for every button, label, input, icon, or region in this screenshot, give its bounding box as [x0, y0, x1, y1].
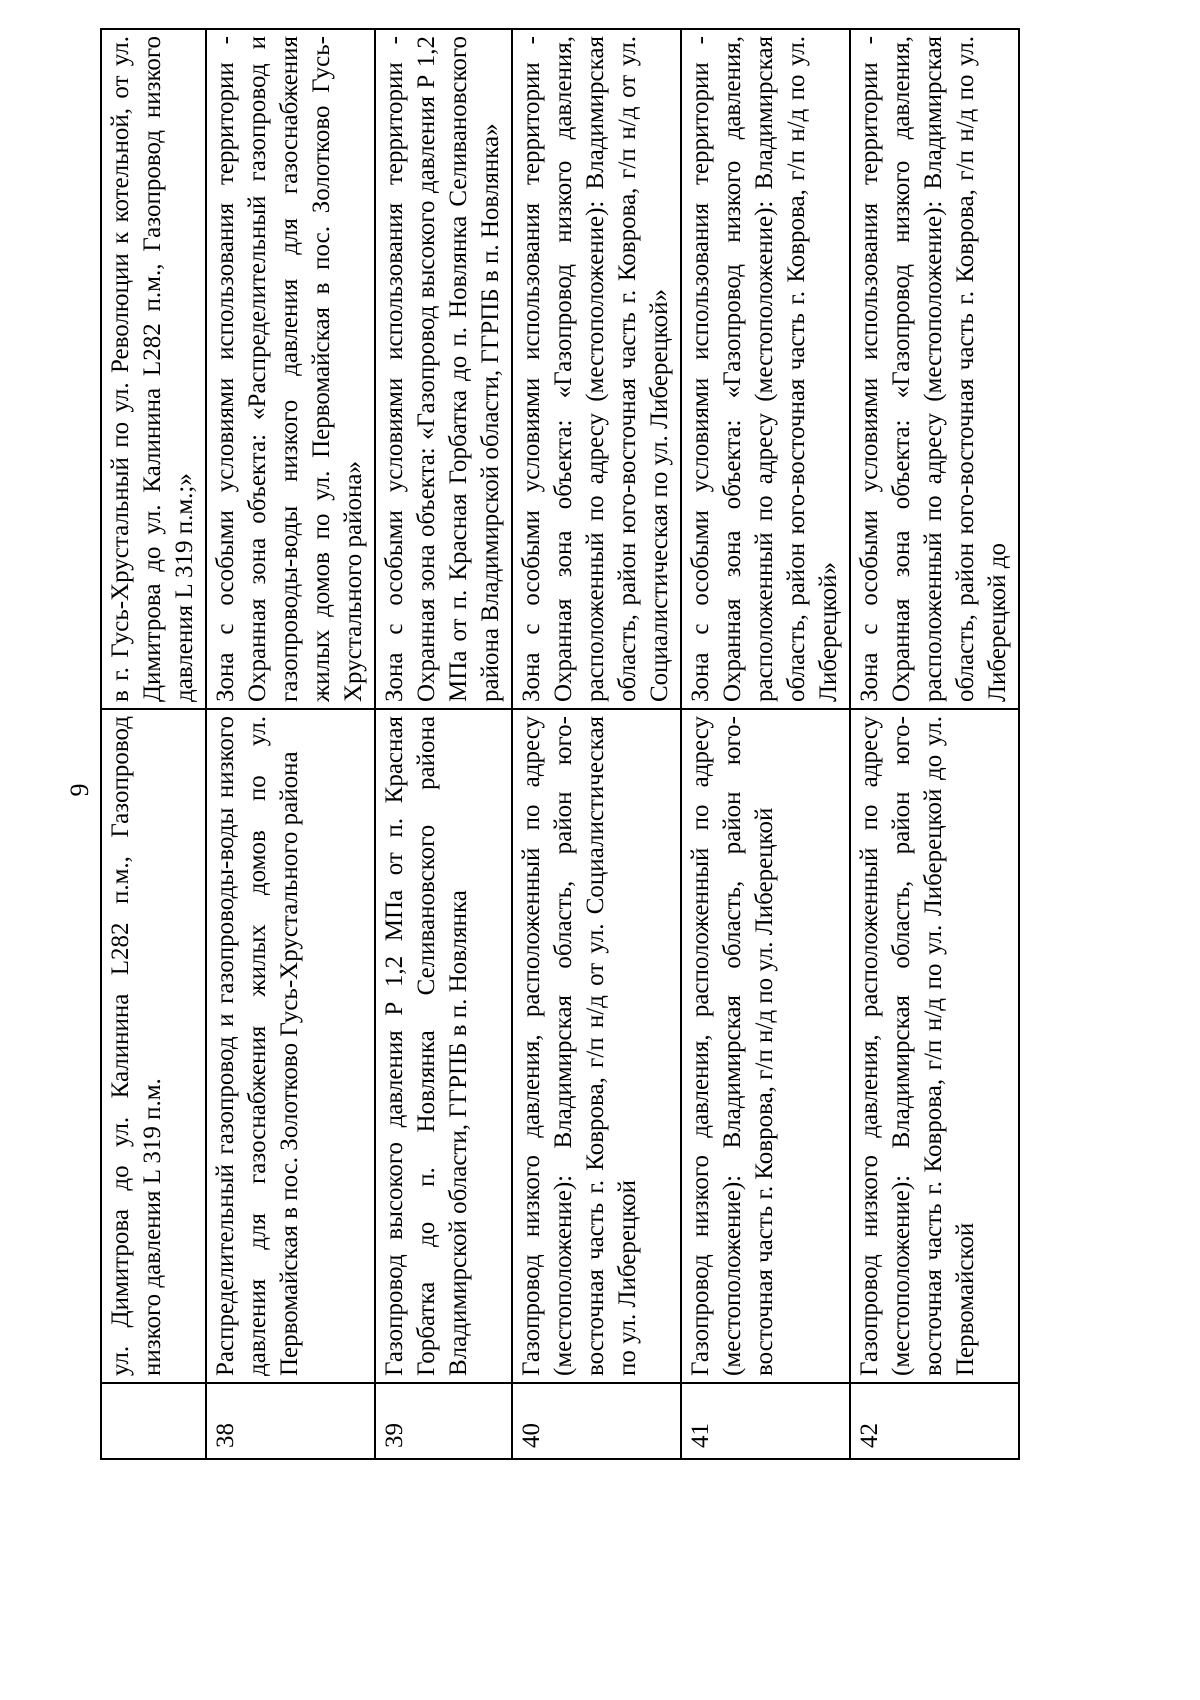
page-number: 9	[65, 783, 94, 797]
table-row	[512, 29, 681, 1459]
row-number: 42	[850, 1383, 1019, 1459]
object-description: Газопровод высокого давления Р 1,2 МПа от п. Красная Горбатка до п. Новлянка Селивановского района Владимирской области, ГГРПБ в п. Новлянка	[375, 709, 512, 1383]
object-description: Распределительный газопровод и газопроводы-воды низкого давления для газоснабжения жилых домов по ул. Первомайская в пос. Золотково Гусь-Хрустального района	[206, 709, 375, 1383]
table-row	[850, 29, 1019, 1459]
row-number: 39	[375, 1383, 512, 1459]
row-number: 41	[681, 1383, 850, 1459]
object-description: Газопровод низкого давления, расположенный по адресу (местоположение): Владимирская область, район юго-восточная часть г. Коврова, г/п н/д от ул. Социалистическая по ул. Либерецкой	[512, 709, 681, 1383]
object-description: Газопровод низкого давления, расположенный по адресу (местоположение): Владимирская область, район юго-восточная часть г. Коврова, г/п н/д по ул. Либерецкой	[681, 709, 850, 1383]
zone-description: Зона с особыми условиями использования территории - Охранная зона объекта: «Газопровод низкого давления, расположенный по адресу (местоположение): Владимирская область, район юго-восточная часть г. Коврова, г/п н/д по ул. Либерецкой до	[850, 29, 1019, 709]
zone-description: Зона с особыми условиями использования территории - Охранная зона объекта: «Газопровод высокого давления Р 1,2 МПа от п. Красная Горбатка до п. Новлянка Селивановского района Владимирской области, ГГРПБ в п. Новлянка»	[375, 29, 512, 709]
row-number: 38	[206, 1383, 375, 1459]
zone-description: Зона с особыми условиями использования территории - Охранная зона объекта: «Газопровод низкого давления, расположенный по адресу (местоположение): Владимирская область, район юго-восточная часть г. Коврова, г/п н/д по ул. Либерецкой»	[681, 29, 850, 709]
object-description: ул. Димитрова до ул. Калинина L282 п.м., Газопровод низкого давления L 319 п.м.	[101, 709, 206, 1383]
zone-description: Зона с особыми условиями использования территории - Охранная зона объекта: «Газопровод низкого давления, расположенный по адресу (местоположение): Владимирская область, район юго-восточная часть г. Коврова, г/п н/д от ул. Социалистическая по ул. Либерецкой»	[512, 29, 681, 709]
zones-table	[100, 28, 1020, 1460]
row-number: 40	[512, 1383, 681, 1459]
object-description: Газопровод низкого давления, расположенный по адресу (местоположение): Владимирская область, район юго-восточная часть г. Коврова, г/п н/д по ул. Либерецкой до ул. Первомайской	[850, 709, 1019, 1383]
zone-description: в г. Гусь-Хрустальный по ул. Революции к котельной, от ул. Димитрова до ул. Калинина L282 п.м., Газопровод низкого давления L 319 п.м.;»	[101, 29, 206, 709]
table-row	[101, 29, 206, 1459]
zone-description: Зона с особыми условиями использования территории - Охранная зона объекта: «Распределительный газопровод и газопроводы-воды низкого давления для газоснабжения жилых домов по ул. Первомайская в пос. Золотково Гусь-Хрустального района»	[206, 29, 375, 709]
table-row	[681, 29, 850, 1459]
table-row	[206, 29, 375, 1459]
row-number	[101, 1383, 206, 1459]
table-row	[375, 29, 512, 1459]
